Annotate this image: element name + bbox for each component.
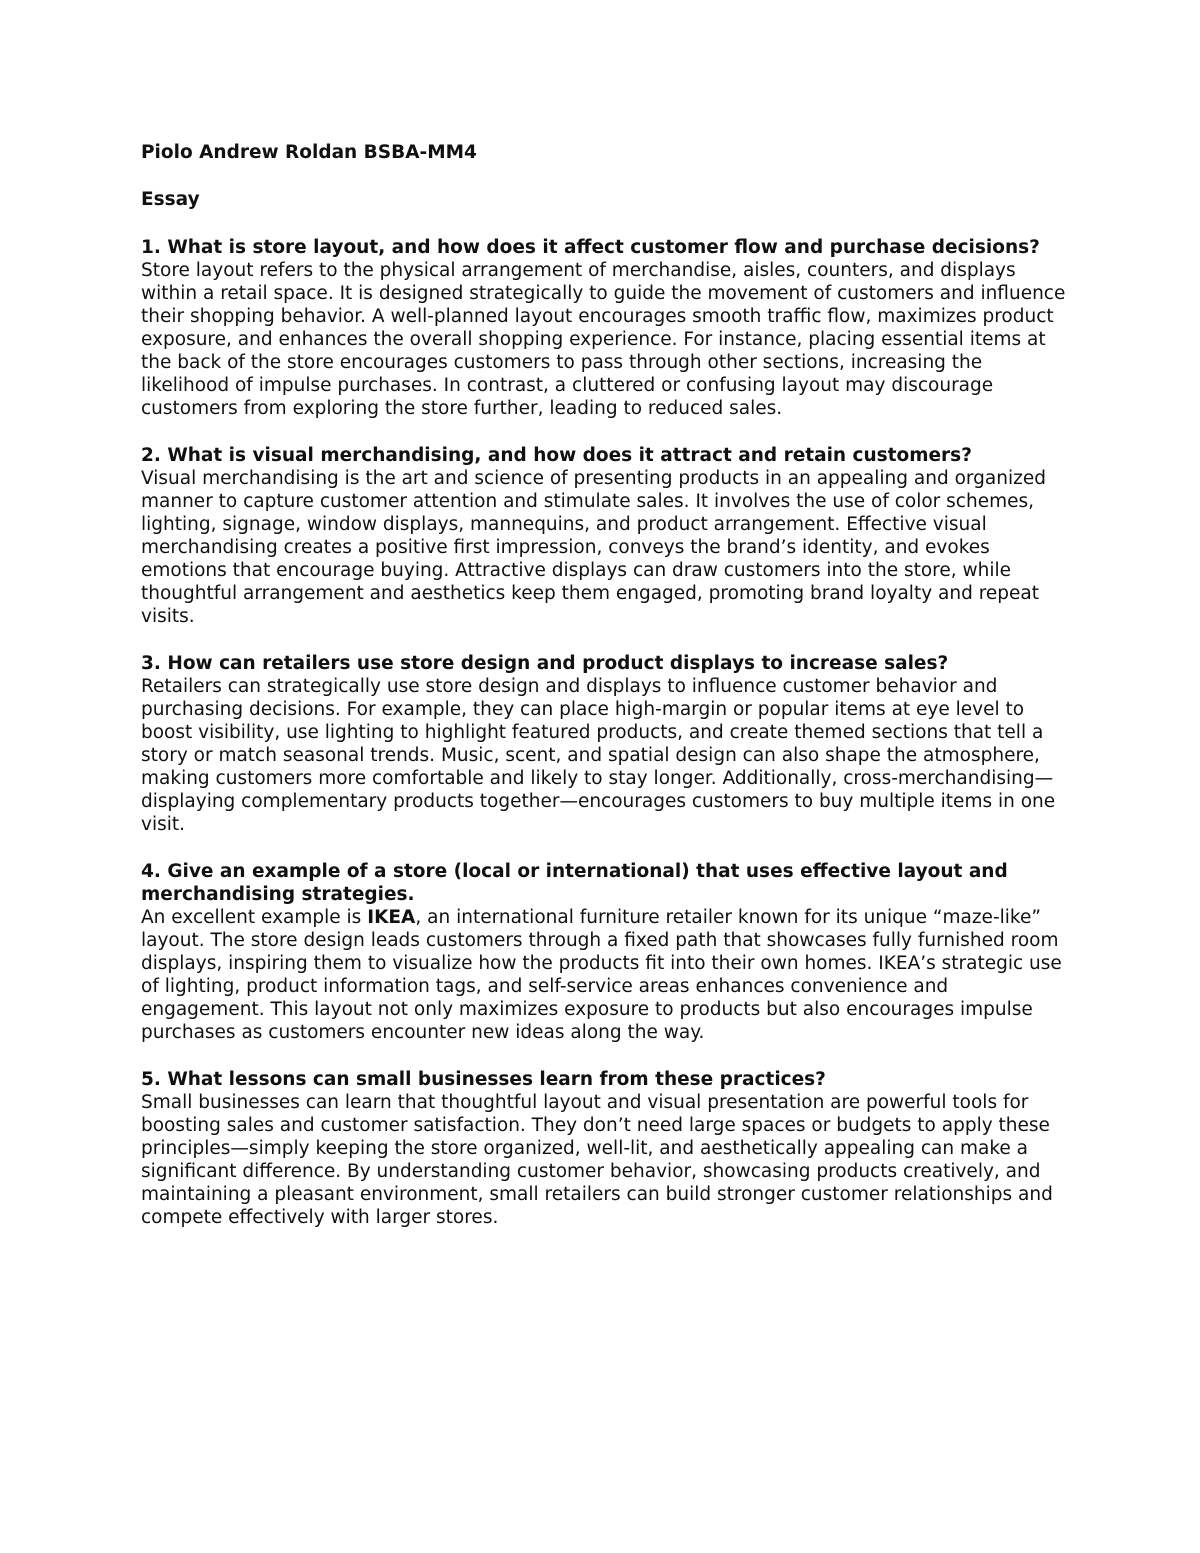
essay-section-1	[141, 236, 1066, 420]
essay-section-2	[141, 444, 1066, 628]
answer-4-brand: IKEA	[367, 907, 416, 928]
question-1: 1. What is store layout, and how does it affect customer flow and purchase decisions?	[141, 237, 1040, 258]
essay-label: Essay	[141, 189, 200, 210]
author-line: Piolo Andrew Roldan BSBA-MM4	[141, 142, 477, 163]
essay-section-4	[141, 860, 1066, 1044]
answer-4	[141, 906, 1066, 1044]
answer-4-rest: , an international furniture retailer known for its unique “maze-like” layout. The store design leads customers through a fixed path that showcases fully furnished room displays, inspiring them to visualize how the products fit into their own homes. IKEA’s strategic use of lighting, product information tags, and self-service areas enhances convenience and engagement. This layout not only maximizes exposure to products but also encourages impulse purchases as customers encounter new ideas along the way.	[141, 907, 1062, 1043]
essay-section-3	[141, 652, 1066, 836]
answer-4-prefix: An excellent example is	[141, 907, 368, 928]
question-2: 2. What is visual merchandising, and how does it attract and retain customers?	[141, 445, 972, 466]
answer-1: Store layout refers to the physical arrangement of merchandise, aisles, counters, and displays within a retail space. It is designed strategically to guide the movement of customers and influence their shopping behavior. A well-planned layout encourages smooth traffic flow, maximizes product exposure, and enhances the overall shopping experience. For instance, placing essential items at the back of the store encourages customers to pass through other sections, increasing the likelihood of impulse purchases. In contrast, a cluttered or confusing layout may discourage customers from exploring the store further, leading to reduced sales.	[141, 260, 1066, 419]
answer-5: Small businesses can learn that thoughtful layout and visual presentation are powerful tools for boosting sales and customer satisfaction. They don’t need large spaces or budgets to apply these principles—simply keeping the store organized, well-lit, and aesthetically appealing can make a significant difference. By understanding customer behavior, showcasing products creatively, and maintaining a pleasant environment, small retailers can build stronger customer relationships and compete effectively with larger stores.	[141, 1092, 1053, 1228]
answer-3: Retailers can strategically use store design and displays to influence customer behavior and purchasing decisions. For example, they can place high-margin or popular items at eye level to boost visibility, use lighting to highlight featured products, and create themed sections that tell a story or match seasonal trends. Music, scent, and spatial design can also shape the atmosphere, making customers more comfortable and likely to stay longer. Additionally, cross-merchandising—displaying complementary products together—encourages customers to buy multiple items in one visit.	[141, 676, 1056, 835]
document-page	[141, 141, 1066, 1253]
answer-2: Visual merchandising is the art and science of presenting products in an appealing and organized manner to capture customer attention and stimulate sales. It involves the use of color schemes, lighting, signage, window displays, mannequins, and product arrangement. Effective visual merchandising creates a positive first impression, conveys the brand’s identity, and evokes emotions that encourage buying. Attractive displays can draw customers into the store, while thoughtful arrangement and aesthetics keep them engaged, promoting brand loyalty and repeat visits.	[141, 468, 1046, 627]
question-5: 5. What lessons can small businesses learn from these practices?	[141, 1069, 826, 1090]
question-3: 3. How can retailers use store design and product displays to increase sales?	[141, 653, 949, 674]
essay-section-5	[141, 1068, 1066, 1229]
question-4: 4. Give an example of a store (local or international) that uses effective layout and merchandising strategies.	[141, 861, 1008, 905]
